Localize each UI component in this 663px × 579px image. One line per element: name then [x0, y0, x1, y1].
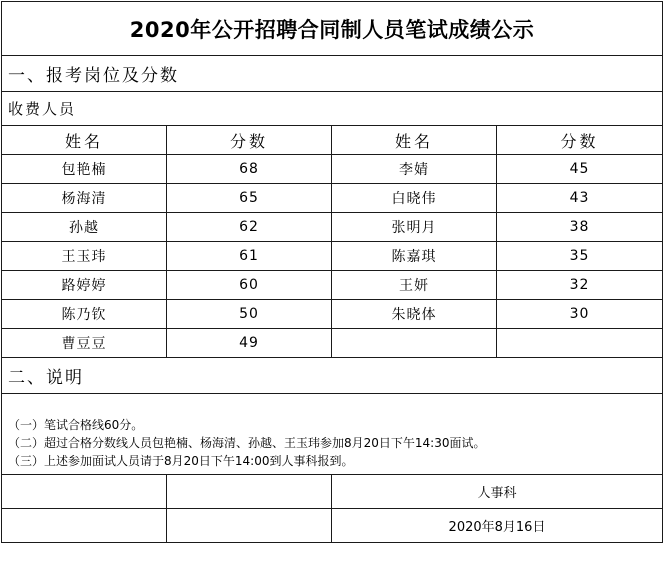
candidate-name: 张明月 [332, 213, 497, 242]
candidate-name: 王妍 [332, 271, 497, 300]
score-announcement-sheet [0, 1, 663, 579]
table-row [2, 300, 663, 329]
page-title: 2020年公开招聘合同制人员笔试成绩公示 [2, 2, 663, 56]
empty-cell [167, 475, 332, 509]
candidate-score: 43 [497, 184, 663, 213]
date-row [2, 509, 663, 543]
candidate-score: 68 [167, 155, 332, 184]
candidate-name: 李婧 [332, 155, 497, 184]
table-header-row [2, 126, 663, 155]
candidate-name: 陈乃钦 [2, 300, 167, 329]
note-item: （二）超过合格分数线人员包艳楠、杨海清、孙越、王玉玮参加8月20日下午14:30面试。 [8, 436, 486, 450]
candidate-name: 路婷婷 [2, 271, 167, 300]
notes-top-spacer [2, 394, 663, 417]
candidate-score: 62 [167, 213, 332, 242]
empty-cell [2, 509, 167, 543]
table-row [2, 155, 663, 184]
issuing-department: 人事科 [332, 475, 663, 509]
candidate-name: 王玉玮 [2, 242, 167, 271]
candidate-name: 朱晓体 [332, 300, 497, 329]
candidate-score: 49 [167, 329, 332, 358]
candidate-score: 38 [497, 213, 663, 242]
header-score-right: 分数 [497, 126, 663, 155]
candidate-score: 61 [167, 242, 332, 271]
candidate-score: 60 [167, 271, 332, 300]
candidate-score: 35 [497, 242, 663, 271]
candidate-name: 杨海清 [2, 184, 167, 213]
candidate-name [332, 329, 497, 358]
note-item: （三）上述参加面试人员请于8月20日下午14:00到人事科报到。 [8, 454, 354, 468]
signature-row [2, 475, 663, 509]
table-row [2, 213, 663, 242]
candidate-score: 45 [497, 155, 663, 184]
table-row [2, 271, 663, 300]
candidate-name: 孙越 [2, 213, 167, 242]
candidate-score: 30 [497, 300, 663, 329]
section-heading-positions: 一、报考岗位及分数 [2, 56, 663, 92]
empty-cell [2, 475, 167, 509]
candidate-score [497, 329, 663, 358]
position-category: 收费人员 [2, 92, 663, 126]
note-item: （一）笔试合格线60分。 [8, 418, 144, 432]
candidate-name: 白晓伟 [332, 184, 497, 213]
candidate-name: 陈嘉琪 [332, 242, 497, 271]
candidate-name: 包艳楠 [2, 155, 167, 184]
table-row [2, 184, 663, 213]
table-row [2, 329, 663, 358]
section-heading-notes: 二、说明 [2, 358, 663, 394]
candidate-score: 50 [167, 300, 332, 329]
header-score-left: 分数 [167, 126, 332, 155]
candidate-score: 65 [167, 184, 332, 213]
header-name-left: 姓名 [2, 126, 167, 155]
empty-cell [167, 509, 332, 543]
notes-block [2, 416, 663, 475]
issue-date: 2020年8月16日 [332, 509, 663, 543]
table-row [2, 242, 663, 271]
header-name-right: 姓名 [332, 126, 497, 155]
candidate-score: 32 [497, 271, 663, 300]
candidate-name: 曹豆豆 [2, 329, 167, 358]
announcement-table [1, 1, 663, 543]
